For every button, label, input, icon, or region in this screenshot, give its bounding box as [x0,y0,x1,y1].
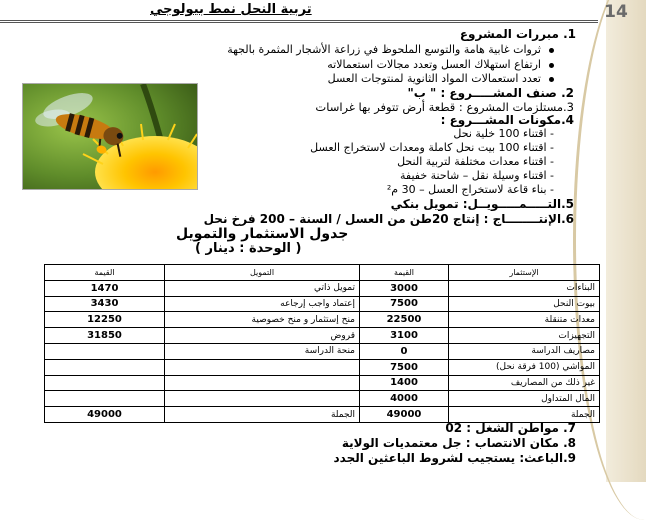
table-cell: 49000 [360,407,449,423]
section-9-promoter: 9.الباعث: يستجيب لشروط الباعثين الجدد [333,451,576,465]
table-cell: 22500 [360,312,449,328]
table-cell: 31850 [45,328,165,344]
table-cell: 1470 [45,280,165,296]
table-row [45,375,600,391]
bullet-icon [549,48,554,53]
table-cell: منح إستثمار و منح خصوصية [165,312,360,328]
table-cell: التجهيزات [449,328,600,344]
table-row [45,312,600,328]
bullet-icon [549,63,554,68]
table-row [45,328,600,344]
table-row [45,296,600,312]
section-4-heading: 4.مكونات المشـــروع : [440,113,574,127]
table-row [45,280,600,296]
table-title: جدول الاستثمار والتمويل [176,226,349,242]
bullet-icon [549,77,554,82]
table-cell: 49000 [45,407,165,423]
column-header: الإستثمار [449,265,600,281]
table-cell: إعتماد واجب إرجاعه [165,296,360,312]
table-cell: 3000 [360,280,449,296]
table-cell: الجملة [449,407,600,423]
table-cell: 12250 [45,312,165,328]
column-header: التمويل [165,265,360,281]
table-row [45,359,600,375]
decorative-curve [573,0,646,520]
column-header: القيمة [45,265,165,281]
table-cell [45,359,165,375]
table-cell [165,375,360,391]
section-1-bullet [227,43,554,56]
table-row [45,343,600,359]
page-title: تربية النحل نمط بيولوجي [150,2,312,17]
table-cell: 7500 [360,296,449,312]
section-4-item: - اقتناء 100 بيت نحل كاملة ومعدات لاستخراج العسل [310,141,554,154]
table-cell: 3100 [360,328,449,344]
table-cell [45,375,165,391]
table-cell [45,391,165,407]
column-header: القيمة [360,265,449,281]
table-cell [165,359,360,375]
investment-financing-table [44,264,600,423]
table-cell [45,343,165,359]
table-cell: المال المتداول [449,391,600,407]
section-6-production: 6.الإنتــــــــاج : إنتاج 20طن من العسل / السنة – 200 فرخ نحل [203,212,574,226]
table-cell: البناءات [449,280,600,296]
section-2-type: 2. صنف المشـــــروع : " ب" [407,86,574,100]
table-cell: 7500 [360,359,449,375]
table-cell: 0 [360,343,449,359]
table-cell [165,391,360,407]
section-4-item: - اقتناء 100 خلية نحل [453,127,554,140]
table-cell: 3430 [45,296,165,312]
section-1-bullet [327,58,554,71]
section-4-item: - اقتناء معدات مختلفة لتربية النحل [397,155,554,168]
table-cell: المواشي (100 فرقة نحل) [449,359,600,375]
section-5-financing: 5.التـــــمـــــويــل: تمويل بنكي [390,197,574,211]
section-4-item: - بناء قاعة لاستخراج العسل – 30 م² [386,183,554,196]
section-4-item: - اقتناء وسيلة نقل – شاحنة خفيفة [400,169,554,182]
table-header-row [45,265,600,281]
table-cell: 4000 [360,391,449,407]
section-3-requirements: 3.مستلزمات المشروع : قطعة أرض تتوفر بها غراسات [315,100,574,114]
bullet-text: تعدد استعمالات المواد الثانوية لمنتوجات العسل [327,72,541,85]
section-1-heading: 1. مبررات المشروع [459,27,576,41]
table-cell: مصاريف الدراسة [449,343,600,359]
table-cell: تمويل ذاتي [165,280,360,296]
bee-on-flower-photo [22,83,198,190]
section-7-jobs: 7. مواطن الشغل : 02 [445,421,576,435]
section-8-location: 8. مكان الانتصاب : جل معتمديات الولاية [341,436,576,450]
table-cell: الجملة [165,407,360,423]
table-cell: معدات متنقلة [449,312,600,328]
table-cell: بيوت النحل [449,296,600,312]
table-row [45,391,600,407]
table-cell: غير ذلك من المصاريف [449,375,600,391]
section-1-bullet [328,72,554,85]
table-cell: 1400 [360,375,449,391]
bullet-text: ثروات غابية هامة والتوسع الملحوظ في زراعة الأشجار المثمرة بالجهة [227,43,541,56]
table-unit: ( الوحدة : دينار ) [195,241,302,256]
bullet-text: ارتفاع استهلاك العسل وتعدد مجالات استعمالاته [327,58,541,71]
table-cell: منحة الدراسة [165,343,360,359]
page-number: 14 [604,2,628,22]
table-cell: قروض [165,328,360,344]
